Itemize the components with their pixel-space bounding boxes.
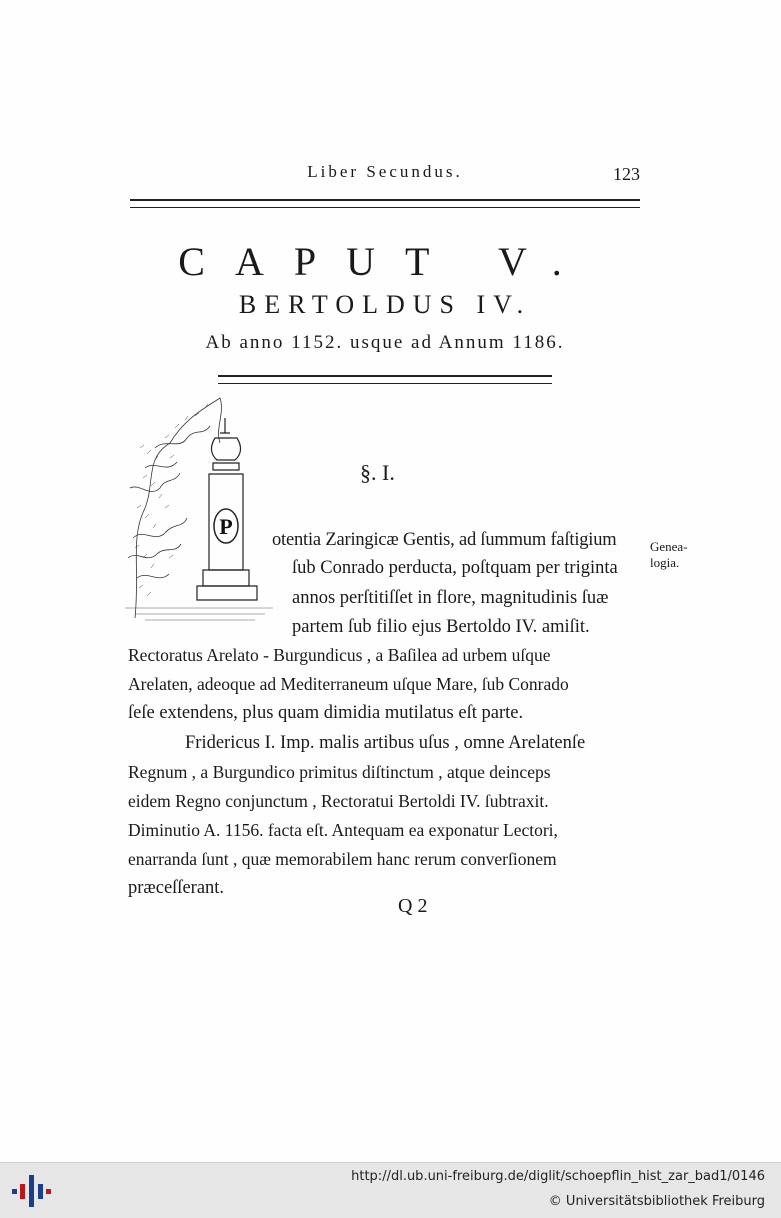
text-line: Diminutio A. 1156. facta eſt. Antequam ea exponatur Lectori, [128,820,558,840]
copyright-notice: © Universitätsbibliothek Freiburg [548,1194,765,1209]
foliage-texture [135,404,208,596]
section-mark: §. I. [360,460,395,485]
tree-foliage [128,398,221,618]
margin-note-line: Genea- [650,539,688,554]
chapter-period: Ab anno 1152. usque ad Annum 1186. [205,332,565,353]
text-line: Fridericus I. Imp. malis artibus uſus , omne Arelatenſe [185,733,586,753]
text-line: ſeſe extendens, plus quam dimidia mutilatus eſt parte. [128,703,524,723]
text-line: præceſſerant. [128,878,225,898]
running-head [130,160,640,184]
catchword: Q 2 [398,895,428,917]
text-line: ſub Conrado perducta, poſtquam per triginta [292,558,618,578]
viewer-footer [0,1162,781,1218]
chapter-title: CAPUT V. [178,239,592,284]
text-line: partem ſub filio ejus Bertoldo IV. amiſit. [292,617,590,637]
chapter-subject: BERTOLDUS IV. [238,290,532,319]
margin-note-line: logia. [650,555,680,570]
text-line: Rectoratus Arelato - Burgundicus , a Baſilea ad urbem uſque [128,645,551,665]
running-title: Liber Secundus. [307,162,463,181]
initial-letter: P [219,514,233,539]
margin-note [650,539,688,571]
ground-lines [125,608,273,620]
header-rule [130,199,640,208]
text-line: enarranda ſunt , quæ memorabilem hanc rerum converſionem [128,849,557,869]
permalink-url[interactable]: http://dl.ub.uni-freiburg.de/diglit/schoepflin_hist_zar_bad1/0146 [351,1169,765,1184]
library-logo-icon [12,1173,52,1209]
text-line: eidem Regno conjunctum , Rectoratui Bertoldi IV. ſubtraxit. [128,791,549,811]
page-number: 123 [613,164,640,184]
text-line: Regnum , a Burgundico primitus diſtinctum , atque deinceps [128,762,551,782]
text-line: otentia Zaringicæ Gentis, ad ſummum faſtigium [272,530,617,550]
text-line: annos perſtitiſſet in flore, magnitudinis ſuæ [292,588,609,608]
title-rule [218,375,552,384]
decorated-initial [125,388,273,626]
text-line: Arelaten, adeoque ad Mediterraneum uſque Mare, ſub Conrado [128,674,569,694]
